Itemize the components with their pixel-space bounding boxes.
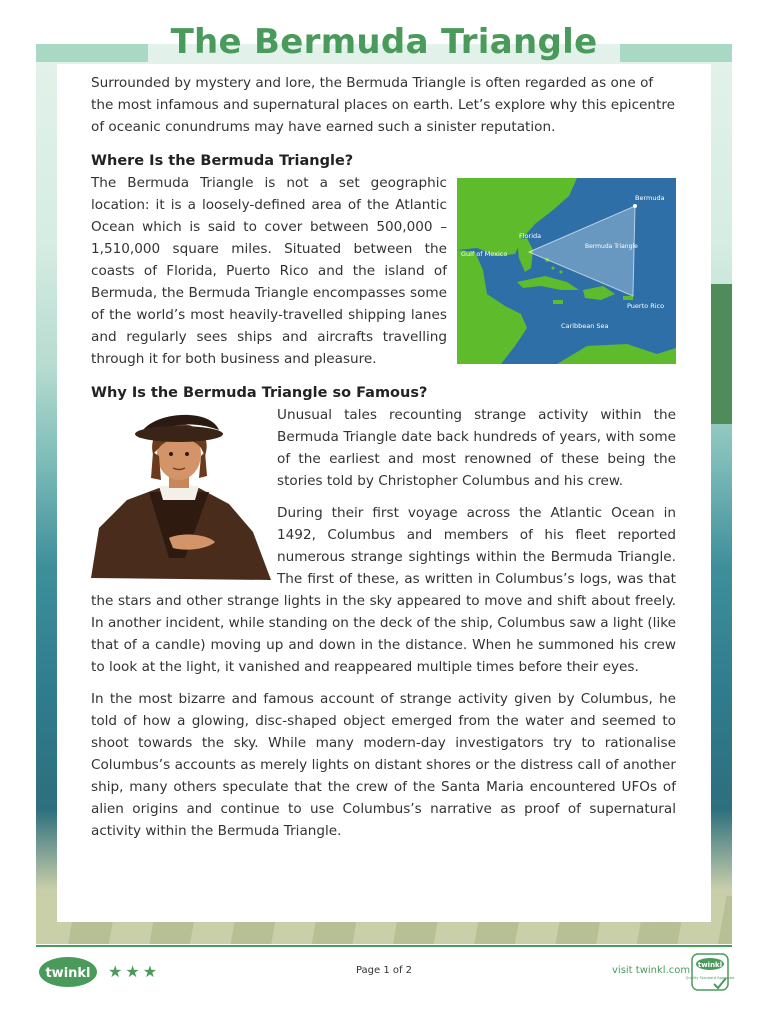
footer-divider <box>36 945 732 947</box>
badge-brand-text: twinkl <box>697 961 723 969</box>
twinkl-logo-text: twinkl <box>45 966 91 981</box>
map-label-puerto-rico: Puerto Rico <box>627 302 665 310</box>
columbus-portrait <box>89 408 273 586</box>
map-label-triangle: Bermuda Triangle <box>585 243 638 250</box>
section-heading-where: Where Is the Bermuda Triangle? <box>91 153 354 169</box>
quality-badge <box>685 952 735 992</box>
badge-text: Quality Standard Approved <box>685 976 735 980</box>
intro-paragraph: Surrounded by mystery and lore, the Bermuda Triangle is often regarded as one of the most infamous and supernatural places on earth. Let’s explore why this epicentre of oceanic conundrums may have earned such a sinister reputation. <box>91 75 675 135</box>
map-label-gulf: Gulf of Mexico <box>461 250 508 258</box>
famous-paragraph-3: In the most bizarre and famous account of strange activity given by Columbus, he told of how a glowing, disc-shaped object emerged from the water and seemed to shoot towards the sky. While many modern-day investigators try to rationalise Columbus’s accounts as merely lights on distant shores or the distress call of another ship, many others speculate that the crew of the Santa Maria encountered UFOs of alien origins and continue to use Columbus’s narrative as proof of supernatural activity within the Bermuda Triangle. <box>91 691 676 839</box>
rating-stars: ★★★ <box>108 962 161 981</box>
section-where-text: The Bermuda Triangle is not a set geographic location: it is a loosely-defined area of the Atlantic Ocean which is said to cover between 500,000 – 1,510,000 square miles. Situated between the coasts of Florida, Puerto Rico and the island of Bermuda, the Bermuda Triangle encompasses some of the world’s most heavily-travelled shipping lanes and regularly sees ships and aircrafts travelling through it for both business and pleasure. <box>91 175 447 367</box>
background-rock <box>708 284 732 424</box>
map-label-florida: Florida <box>519 232 542 240</box>
section-famous <box>91 404 676 842</box>
famous-paragraph-1: Unusual tales recounting strange activity within the Bermuda Triangle date back hundreds of years, with some of the earliest and most renowned of these being the stories told by Christopher Columbus and his crew. <box>277 407 676 489</box>
map-label-caribbean: Caribbean Sea <box>561 322 609 330</box>
section-heading-famous: Why Is the Bermuda Triangle so Famous? <box>91 385 428 401</box>
famous-paragraph-2: During their first voyage across the Atlantic Ocean in 1492, Columbus and members of his fleet reported numerous strange sightings within the Bermuda Triangle. The first of these, as written in Columbus’s logs, was that the stars and other strange lights in the sky appeared to move and shift about freely. In another incident, while standing on the deck of the ship, Columbus saw a light (like that of a candle) moving up and down in the distance. When he summoned his crew to look at the light, it vanished and reappeared multiple times before their eyes. <box>91 505 676 675</box>
title-bar-right <box>620 44 732 62</box>
visit-link[interactable]: visit twinkl.com <box>612 965 691 976</box>
bermuda-triangle-map <box>457 178 676 364</box>
map-label-bermuda: Bermuda <box>635 194 665 202</box>
page-number: Page 1 of 2 <box>355 965 413 976</box>
section-where <box>91 172 676 370</box>
page-title: The Bermuda Triangle <box>170 22 598 62</box>
title-bar-left <box>36 44 148 62</box>
article-body <box>91 72 676 842</box>
